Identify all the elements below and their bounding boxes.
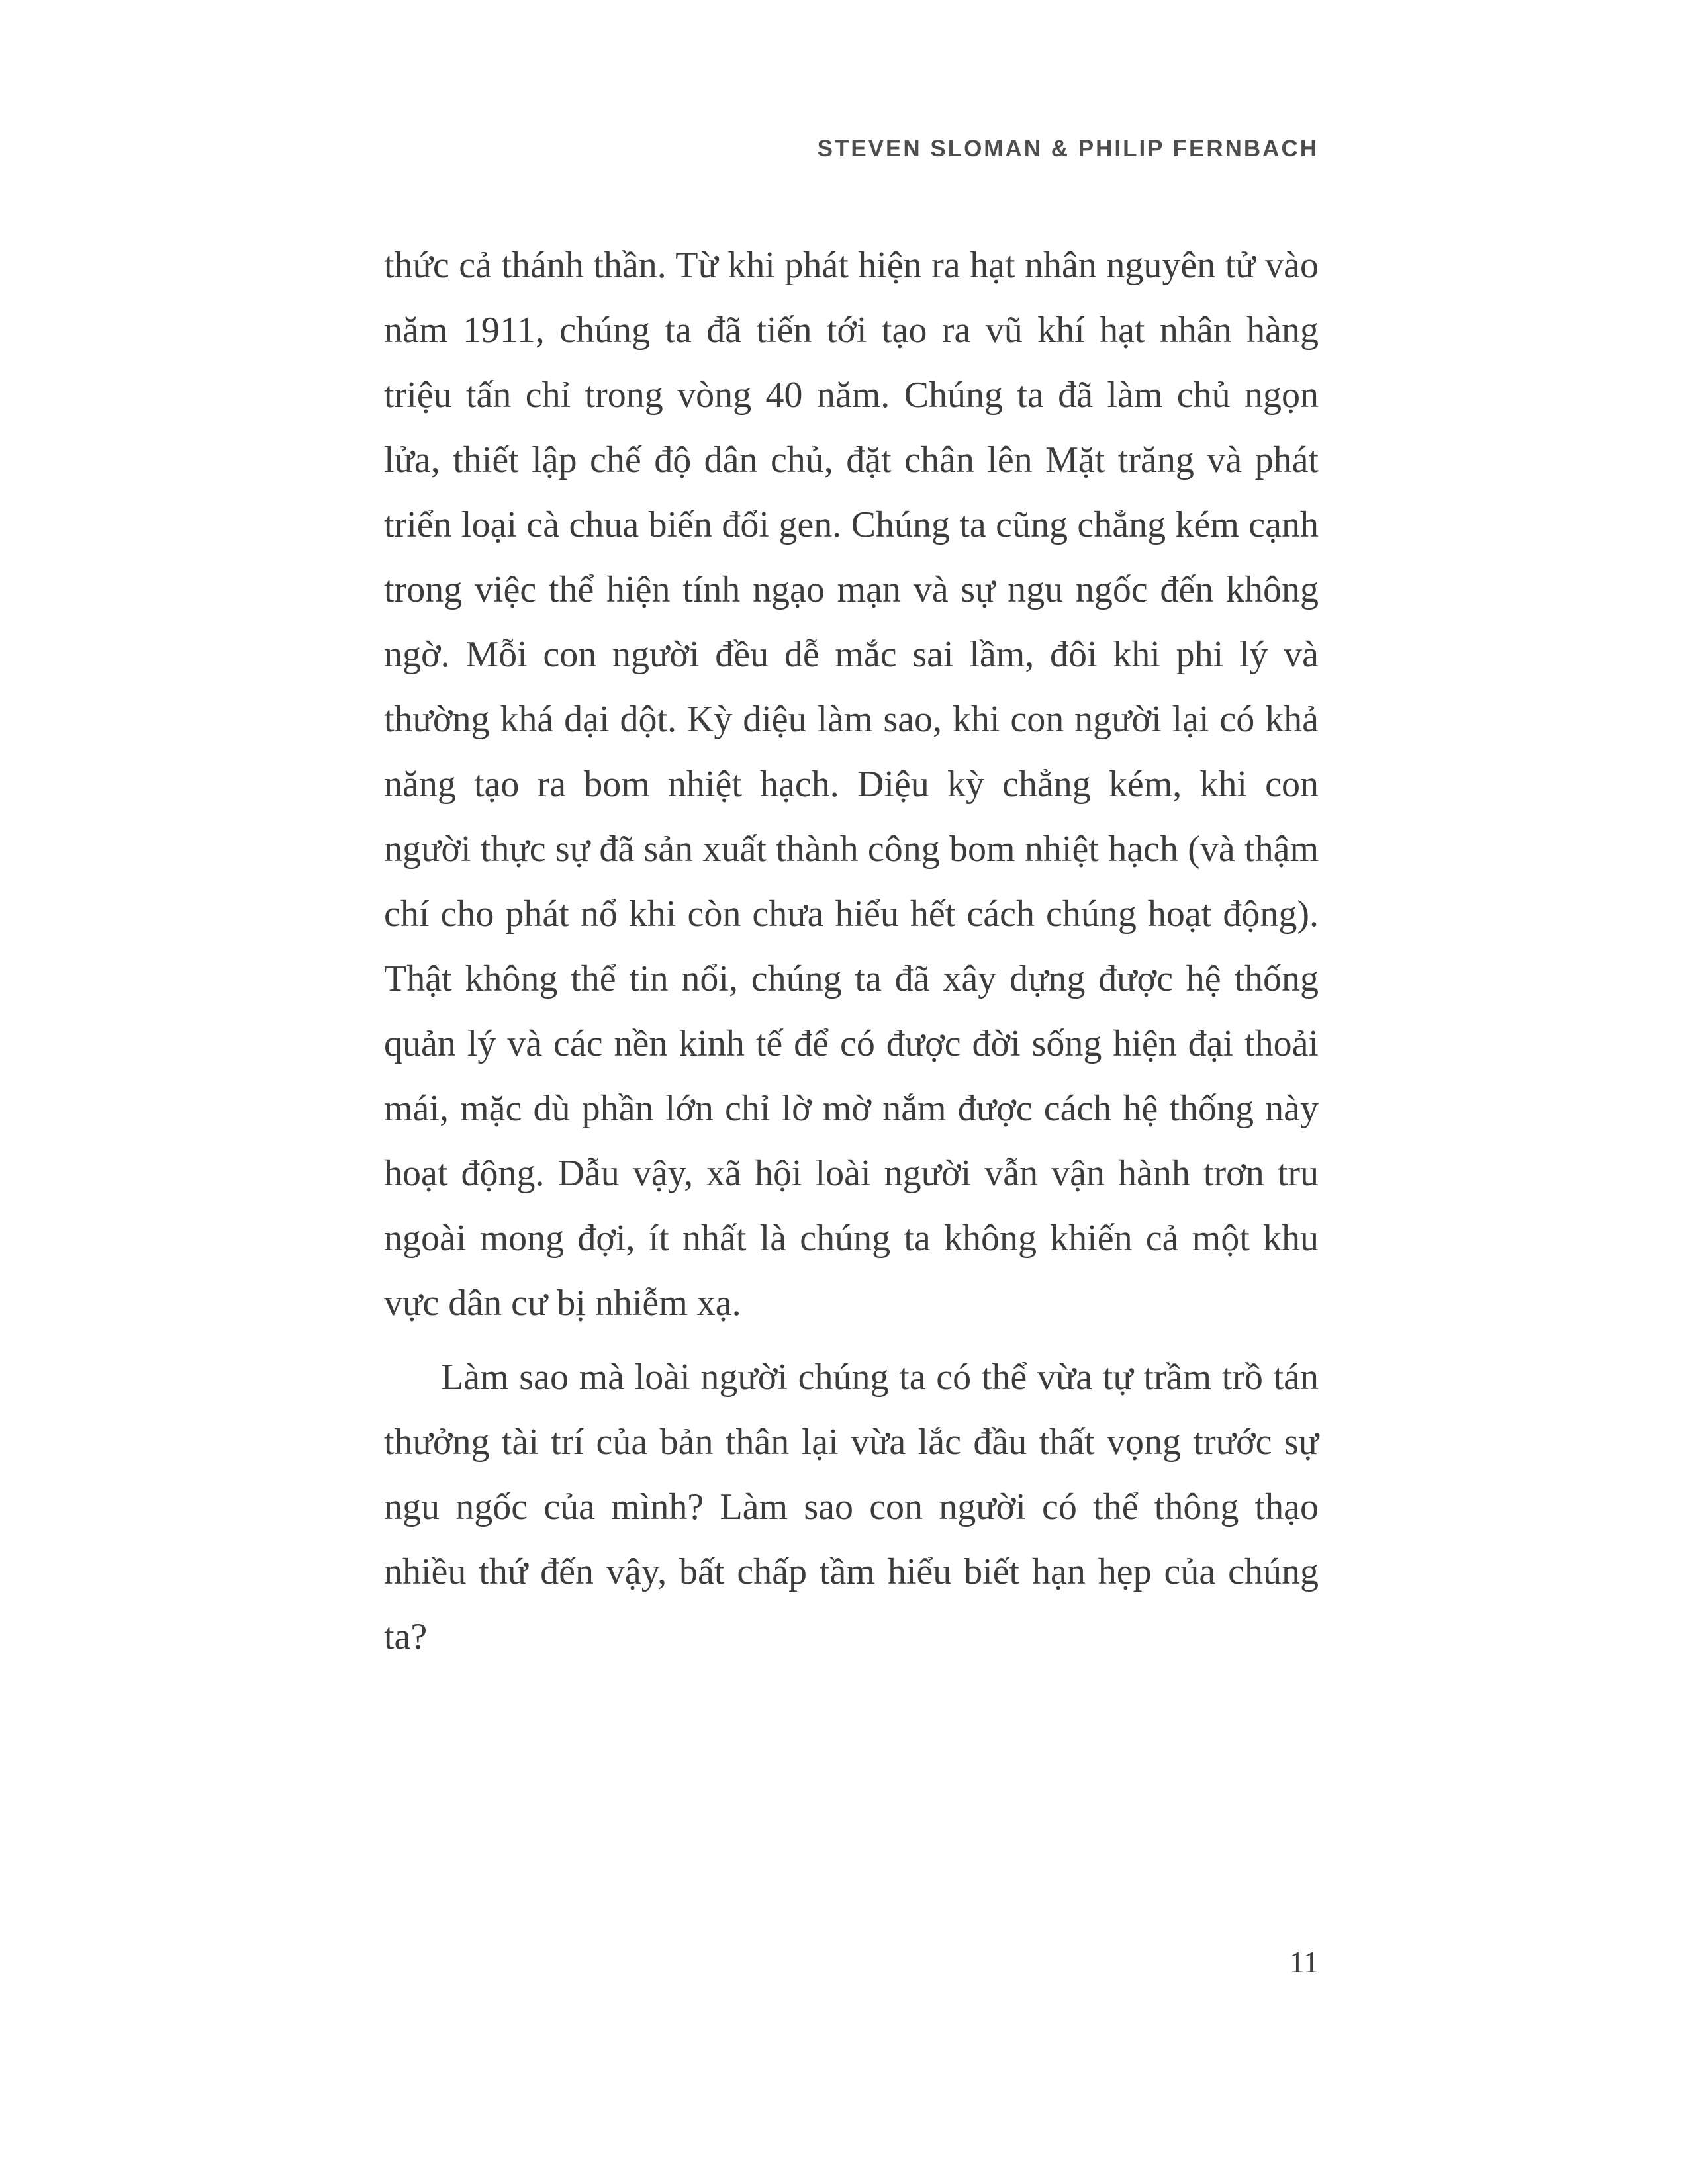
paragraph-2: Làm sao mà loài người chúng ta có thể vừa tự trầm trồ tán thưởng tài trí của bản thân lại vừa lắc đầu thất vọng trước sự ngu ngốc của mình? Làm sao con người có thể thông thạo nhiều thứ đến vậy, bất chấp tầm hiểu biết hạn hẹp của chúng ta?: [384, 1357, 1319, 1657]
running-header-authors: STEVEN SLOMAN & PHILIP FERNBACH: [817, 136, 1319, 161]
paragraph-1: thức cả thánh thần. Từ khi phát hiện ra hạt nhân nguyên tử vào năm 1911, chúng ta đã tiến tới tạo ra vũ khí hạt nhân hàng triệu tấn chỉ trong vòng 40 năm. Chúng ta đã làm chủ ngọn lửa, thiết lập chế độ dân chủ, đặt chân lên Mặt trăng và phát triển loại cà chua biến đổi gen. Chúng ta cũng chẳng kém cạnh trong việc thể hiện tính ngạo mạn và sự ngu ngốc đến không ngờ. Mỗi con người đều dễ mắc sai lầm, đôi khi phi lý và thường khá dại dột. Kỳ diệu làm sao, khi con người lại có khả năng tạo ra bom nhiệt hạch. Diệu kỳ chẳng kém, khi con người thực sự đã sản xuất thành công bom nhiệt hạch (và thậm chí cho phát nổ khi còn chưa hiểu hết cách chúng hoạt động). Thật không thể tin nổi, chúng ta đã xây dựng được hệ thống quản lý và các nền kinh tế để có được đời sống hiện đại thoải mái, mặc dù phần lớn chỉ lờ mờ nắm được cách hệ thống này hoạt động. Dẫu vậy, xã hội loài người vẫn vận hành trơn tru ngoài mong đợi, ít nhất là chúng ta không khiến cả một khu vực dân cư bị nhiễm xạ.: [384, 245, 1319, 1324]
body-text-block: [384, 233, 1319, 1669]
page-number: 11: [1289, 1945, 1319, 1979]
